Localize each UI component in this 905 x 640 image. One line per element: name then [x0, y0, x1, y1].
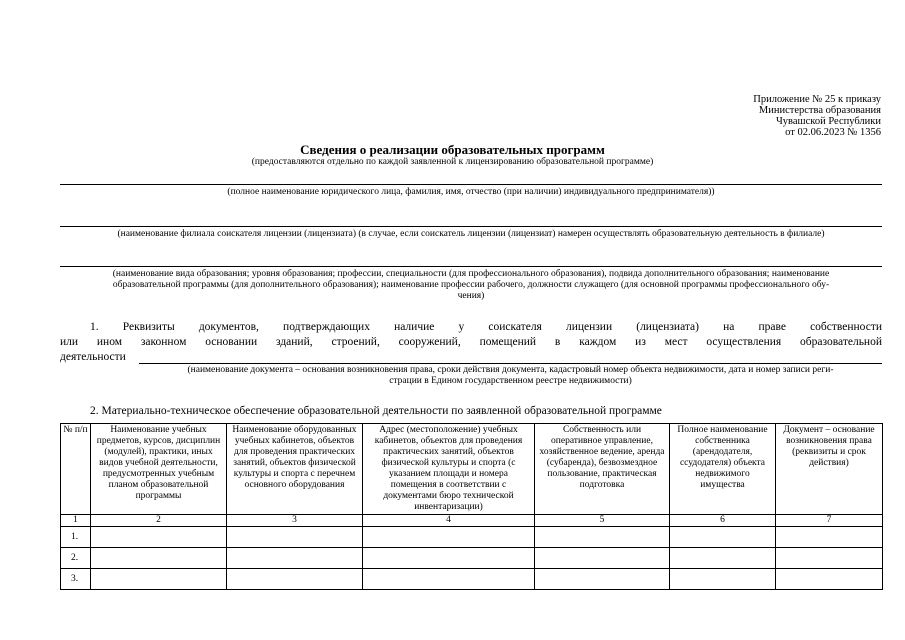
section1-line1: 1. Реквизиты документов, подтверждающих наличие у соискателя лицензии (лицензиата) на праве собственности	[90, 321, 882, 333]
entity-fill-line	[60, 184, 882, 185]
program-caption-line: чения)	[457, 291, 485, 301]
column-number: 2	[91, 515, 227, 527]
table-row	[61, 548, 883, 569]
section1-caption	[139, 365, 882, 387]
appendix-line: Чувашской Республики	[775, 116, 881, 127]
column-number: 5	[535, 515, 670, 527]
table-header-row	[61, 424, 883, 515]
row-number: 1.	[61, 527, 91, 548]
table-row	[61, 569, 883, 590]
table-header-cell: Документ – основание возникновения права (реквизиты и срок действия)	[776, 424, 883, 515]
table-cell[interactable]	[91, 527, 227, 548]
column-number: 1	[61, 515, 91, 527]
table-cell[interactable]	[363, 548, 535, 569]
document-subtitle: (предоставляются отдельно по каждой заявленной к лицензированию образовательной программе)	[251, 157, 654, 167]
table-cell[interactable]	[670, 527, 776, 548]
table-cell[interactable]	[227, 548, 363, 569]
document-title: Сведения о реализации образовательных программ	[300, 142, 605, 157]
section1-caption-line: страции в Едином государственном реестре недвижимости)	[389, 376, 632, 386]
program-caption	[60, 269, 882, 302]
table-cell[interactable]	[535, 569, 670, 590]
table-cell[interactable]	[363, 569, 535, 590]
table-cell[interactable]	[776, 527, 883, 548]
appendix-line: от 02.06.2023 № 1356	[785, 127, 881, 138]
table-cell[interactable]	[91, 548, 227, 569]
table-header-cell: № п/п	[61, 424, 91, 515]
table-cell[interactable]	[91, 569, 227, 590]
section1-line2: или ином законном основании зданий, строений, сооружений, помещений в каждом из мест осуществления образовательной	[60, 336, 882, 348]
column-number: 7	[776, 515, 883, 527]
appendix-note	[753, 94, 881, 138]
row-number: 3.	[61, 569, 91, 590]
table-header-cell: Адрес (местоположение) учебных кабинетов, объектов для проведения практических занятий, объектов физической культуры и спорта (с указанием площади и номера помещения в соответствии с документами бюро технической инвентаризации)	[363, 424, 535, 515]
table-header-cell: Полное наименование собственника (арендодателя, ссудодателя) объекта недвижимого имущества	[670, 424, 776, 515]
branch-caption: (наименование филиала соискателя лицензии (лицензиата) (в случае, если соискатель лицензии (лицензиат) намерен осуществлять образовательную деятельность в филиале)	[117, 229, 825, 239]
appendix-line: Приложение № 25 к приказу	[753, 94, 881, 105]
section2-heading: 2. Материально-техническое обеспечение образовательной деятельности по заявленной образовательной программе	[90, 405, 662, 417]
column-number: 3	[227, 515, 363, 527]
table-column-number-row	[61, 515, 883, 527]
program-fill-line	[60, 266, 882, 267]
entity-caption: (полное наименование юридического лица, фамилия, имя, отчество (при наличии) индивидуального предпринимателя))	[227, 187, 715, 197]
section1-line3: деятельности	[60, 351, 126, 363]
table-cell[interactable]	[535, 527, 670, 548]
table-header-cell: Наименование оборудованных учебных кабинетов, объектов для проведения практических занятий, объектов физической культуры и спорта с перечнем основного оборудования	[227, 424, 363, 515]
row-number: 2.	[61, 548, 91, 569]
section1-fill-line	[139, 363, 882, 364]
table-cell[interactable]	[776, 548, 883, 569]
table-cell[interactable]	[776, 569, 883, 590]
column-number: 6	[670, 515, 776, 527]
program-caption-line: образовательной программы (для дополнительного образования); наименование профессии рабочего, должности служащего (для основной программы профессионального обу-	[112, 280, 830, 290]
section1-caption-line: (наименование документа – основания возникновения права, сроки действия документа, кадастровый номер объекта недвижимости, дата и номер записи реги-	[187, 365, 834, 375]
column-number: 4	[363, 515, 535, 527]
table-cell[interactable]	[227, 527, 363, 548]
program-caption-line: (наименование вида образования; уровня образования; профессии, специальности (для профессионального образования), подвида дополнительного образования; наименование	[112, 269, 830, 279]
table-header-cell: Наименование учебных предметов, курсов, дисциплин (модулей), практики, иных видов учебной деятельности, предусмотренных учебным планом образовательной программы	[91, 424, 227, 515]
table-cell[interactable]	[670, 569, 776, 590]
appendix-line: Министерства образования	[758, 105, 881, 116]
table-cell[interactable]	[670, 548, 776, 569]
branch-fill-line	[60, 226, 882, 227]
equipment-table	[60, 423, 883, 590]
table-cell[interactable]	[535, 548, 670, 569]
table-header-cell: Собственность или оперативное управление, хозяйственное ведение, аренда (субаренда), безвозмездное пользование, практическая подготовка	[535, 424, 670, 515]
table-row	[61, 527, 883, 548]
table-cell[interactable]	[227, 569, 363, 590]
table-cell[interactable]	[363, 527, 535, 548]
